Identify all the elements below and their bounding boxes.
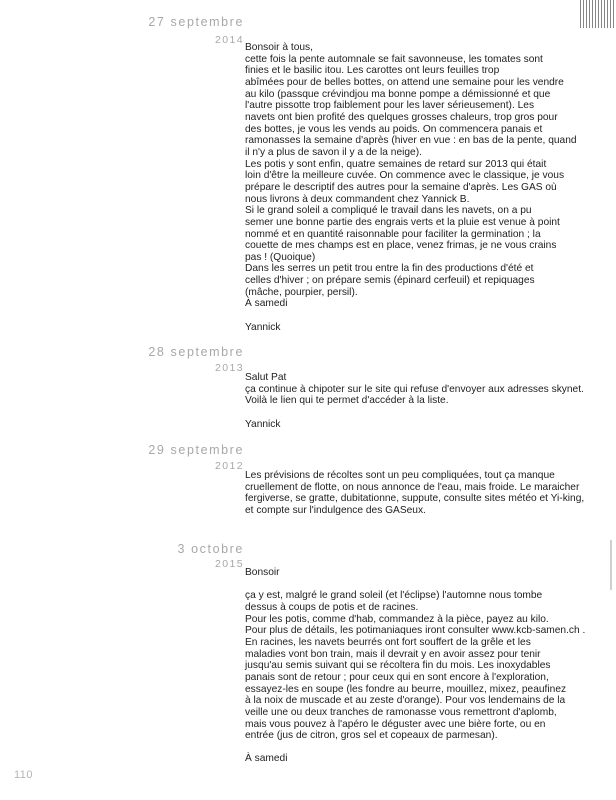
entry-line: entrée (jus de citron, gros sel et copeaux de parmesan). (245, 730, 498, 742)
entry-line: nous livrons à deux commandent chez Yannick B. (245, 193, 470, 205)
entry-line: fergiverse, se gratte, dubitationne, suppute, consulte sites météo et Yi-king, (245, 493, 585, 505)
entry-line: au kilo (passque crévindjou ma bonne pompe a démissionné et que (245, 88, 551, 100)
entry-line: Si le grand soleil a compliqué le travail dans les navets, on a pu (245, 205, 532, 217)
entry-date-year: 2014 (215, 34, 244, 46)
entry-line: jusqu'au semis suivant qui se récoltera fin du mois. Les inoxydables (245, 660, 551, 672)
entry-line: à la noix de muscade et au zeste d'orange). Pour vos lendemains de la (245, 695, 566, 707)
entry-line: ça continue à chipoter sur le site qui refuse d'envoyer aux adresses skynet. (245, 383, 584, 395)
entry-blank-line (245, 742, 580, 754)
entry-line: dessus à coups de potis et de racines. (245, 601, 419, 613)
entry-line: l'autre pissotte trop faiblement pour les laver sérieusement). Les (245, 100, 535, 112)
entry-line: Bonsoir (245, 567, 280, 578)
entry-line: Les potis y sont enfin, quatre semaines de retard sur 2013 qui était (245, 158, 547, 170)
entry-signature: Yannick (245, 321, 281, 333)
entry-line: des bottes, je vous les vends au poids. On commencera panais et (245, 123, 543, 135)
entry-date-year: 2013 (215, 362, 244, 374)
page-number: 110 (14, 769, 34, 781)
entry-line: Voilà le lien qui te permet d'accéder à la liste. (245, 395, 449, 407)
entry-line: veille une ou deux tranches de ramonasse vous remettront d'aplomb, (245, 706, 557, 718)
entry-date-day: 29 septembre (148, 443, 244, 457)
entry-line: (mâche, pourpier, persil). (245, 286, 358, 298)
entry-line: couette de mes champs est en place, venez frimas, je ne vous crains (245, 240, 557, 252)
entry-line: mais vous pouvez à l'apéro le déguster avec une bière forte, ou en (245, 718, 546, 730)
scan-corner-mark (580, 0, 616, 28)
entry-line: finies et le basilic itou. Les carottes ont leurs feuilles trop (245, 65, 500, 77)
entry-date-day: 3 octobre (177, 542, 244, 556)
entry-line: et compte sur l'indulgence des GASeux. (245, 504, 426, 516)
entry-line: En racines, les navets beurrés ont fort souffert de la grêle et les (245, 636, 531, 648)
entry-line: panais sont de retour ; pour ceux qui en sont encore à l'exploration, (245, 671, 549, 683)
entry-line: Dans les serres un petit trou entre la fin des productions d'été et (245, 263, 534, 275)
entry-line: cette fois la pente automnale se fait savonneuse, les tomates sont (245, 53, 543, 65)
entry-line: Bonsoir à tous, (245, 42, 313, 53)
scan-edge-mark (610, 540, 612, 590)
entry-line: celles d'hiver ; on prépare semis (épinard cerfeuil) et repiquages (245, 275, 535, 287)
entry-blank-line (245, 579, 580, 591)
entry-line: il n'y a plus de savon il y a de la neige). (245, 146, 422, 158)
entry-line: ça y est, malgré le grand soleil (et l'éclipse) l'automne nous tombe (245, 590, 543, 602)
entry-line: loin d'être la meilleure cuvée. On commence avec le classique, je vous (245, 170, 565, 182)
entry-line: Pour les potis, comme d'hab, commandez à la pièce, payez au kilo. (245, 613, 549, 625)
entry-line: cruellement de flotte, on nous annonce de l'eau, mais froide. Le maraicher (245, 481, 580, 493)
entry-blank-line (245, 407, 580, 419)
entry-line: À samedi (245, 753, 288, 765)
journal-entry (245, 567, 586, 765)
entry-line: maladies vont bon train, mais il devrait y en avoir assez pour tenir (245, 648, 541, 660)
entry-date-day: 28 septembre (148, 345, 244, 359)
journal-entry (245, 470, 585, 517)
journal-entry (245, 42, 580, 333)
entry-line: nommé et en quantité raisonnable pour faciliter la germination ; la (245, 228, 541, 240)
entry-signature: Yannick (245, 418, 281, 430)
entry-line: essayez-les en soupe (les fondre au beurre, mouillez, mixez, peaufinez (245, 683, 567, 695)
entry-line: Pour plus de détails, les potimaniaques iront consulter www.kcb-samen.ch . (245, 625, 586, 637)
entry-line: Salut Pat (245, 372, 287, 383)
entry-date-year: 2012 (215, 460, 244, 472)
entry-line: Les prévisions de récoltes sont un peu compliquées, tout ça manque (245, 470, 555, 481)
entry-line: À samedi (245, 298, 288, 310)
entry-date-day: 27 septembre (148, 15, 244, 29)
entry-date-year: 2015 (215, 558, 244, 570)
entry-blank-line (245, 310, 580, 322)
entry-line: prépare le descriptif des autres pour la semaine d'après. Les GAS où (245, 181, 557, 193)
entry-line: ramonasses la semaine d'après (hiver en vue : en bas de la pente, quand (245, 135, 577, 147)
entry-line: pas ! (Quoique) (245, 251, 316, 263)
entry-line: abîmées pour de belles bottes, on attend une semaine pour les vendre (245, 76, 564, 88)
entry-line: navets ont bien profité des quelques grosses chaleurs, trop gros pour (245, 111, 558, 123)
entry-line: semer une bonne partie des engrais verts et la pluie est venue à point (245, 216, 560, 228)
journal-entry (245, 372, 584, 430)
